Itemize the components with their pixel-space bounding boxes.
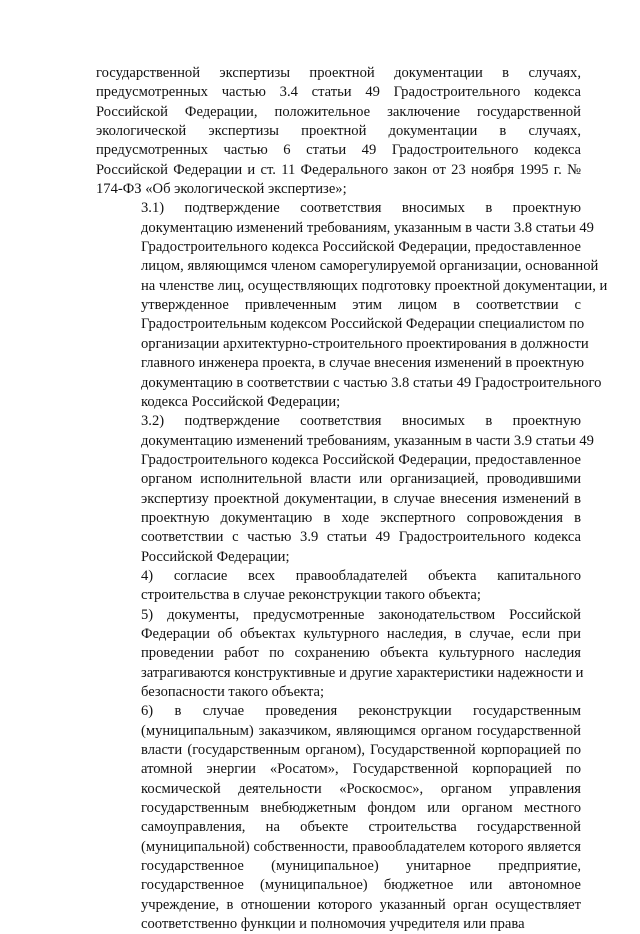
- paragraph-continuation: [96, 64, 581, 199]
- text-line: 5) документы, предусмотренные законодательством Российской: [141, 606, 581, 623]
- text-line: государственное (муниципальное) унитарное предприятие,: [141, 858, 581, 875]
- text-line: 4) согласие всех правообладателей объекта капитального: [141, 567, 581, 584]
- text-line: документацию изменений требованиям, указанным в части 3.9 статьи 49: [141, 432, 594, 449]
- text-line: утвержденное привлеченным этим лицом в соответствии с: [141, 297, 581, 314]
- text-line: Российской Федерации;: [141, 548, 290, 565]
- text-line: 174-ФЗ «Об экологической экспертизе»;: [96, 181, 347, 198]
- text-line: учреждение, в отношении которого указанный орган осуществляет: [141, 896, 581, 913]
- text-line: на членстве лиц, осуществляющих подготовку проектной документации, и: [141, 277, 608, 294]
- document-page: [96, 64, 608, 934]
- text-line: затрагиваются конструктивные и другие характеристики надежности и: [141, 664, 584, 681]
- text-line: власти (государственным органом), Государственной корпорацией по: [141, 742, 581, 759]
- text-line: предусмотренных частью 6 статьи 49 Градостроительного кодекса: [96, 142, 581, 159]
- text-line: главного инженера проекта, в случае внесения изменений в проектную: [141, 355, 585, 372]
- text-line: проведении работ по сохранению объекта культурного наследия: [141, 645, 581, 662]
- text-line: Российской Федерации и ст. 11 Федерального закон от 23 ноября 1995 г. №: [96, 161, 581, 178]
- paragraph-4: [96, 567, 581, 606]
- text-line: 3.1) подтверждение соответствия вносимых в проектную: [141, 200, 581, 217]
- text-line: атомной энергии «Росатом», Государственной корпорацией по: [141, 761, 581, 778]
- text-line: экологической экспертизы проектной документации в случаях,: [96, 123, 581, 140]
- text-line: соответствии с частью 3.9 статьи 49 Градостроительного кодекса: [141, 529, 581, 546]
- text-line: экспертизу проектной документации, в случае внесения изменений в: [141, 490, 581, 507]
- text-line: предусмотренных частью 3.4 статьи 49 Градостроительного кодекса: [96, 84, 581, 101]
- text-line: Российской Федерации, положительное заключение государственной: [96, 103, 581, 120]
- text-line: государственной экспертизы проектной документации в случаях,: [96, 65, 581, 81]
- paragraph-5: [96, 606, 584, 703]
- text-line: проектную документацию в ходе экспертного сопровождения в: [141, 509, 581, 526]
- text-line: документацию изменений требованиям, указанным в части 3.8 статьи 49: [141, 219, 594, 236]
- text-line: строительства в случае реконструкции такого объекта;: [141, 587, 481, 604]
- text-line: 3.2) подтверждение соответствия вносимых в проектную: [141, 413, 581, 430]
- text-line: соответственно функции и полномочия учредителя или права: [141, 916, 525, 933]
- text-line: 6) в случае проведения реконструкции государственным: [141, 703, 581, 720]
- text-line: государственным внебюджетным фондом или органом местного: [141, 800, 581, 817]
- text-line: безопасности такого объекта;: [141, 684, 325, 700]
- text-line: Федерации об объектах культурного наследия, в случае, если при: [141, 625, 581, 642]
- paragraph-3-2: [96, 412, 594, 567]
- paragraph-6: [96, 702, 581, 934]
- text-line: документацию в соответствии с частью 3.8 статьи 49 Градостроительного: [141, 374, 602, 391]
- text-line: Градостроительного кодекса Российской Федерации, предоставленное: [141, 239, 581, 256]
- text-line: лицом, являющимся членом саморегулируемой организации, основанной: [141, 258, 599, 275]
- text-line: Градостроительным кодексом Российской Федерации специалистом по: [141, 316, 585, 333]
- text-line: космической деятельности «Роскосмос», органом управления: [141, 780, 581, 797]
- text-line: организации архитектурно-строительного проектирования в должности: [141, 335, 589, 352]
- text-line: (муниципальным) заказчиком, являющимся органом государственной: [141, 722, 581, 739]
- text-line: Градостроительного кодекса Российской Федерации, предоставленное: [141, 451, 581, 468]
- paragraph-3-1: [96, 199, 608, 412]
- text-line: (муниципальной) собственности, правообладателем которого является: [141, 838, 581, 855]
- text-line: органом исполнительной власти или организацией, проводившими: [141, 471, 581, 488]
- text-line: кодекса Российской Федерации;: [141, 393, 341, 410]
- text-line: самоуправления, на объекте строительства государственной: [141, 819, 581, 836]
- text-line: государственное (муниципальное) бюджетное или автономное: [141, 877, 581, 894]
